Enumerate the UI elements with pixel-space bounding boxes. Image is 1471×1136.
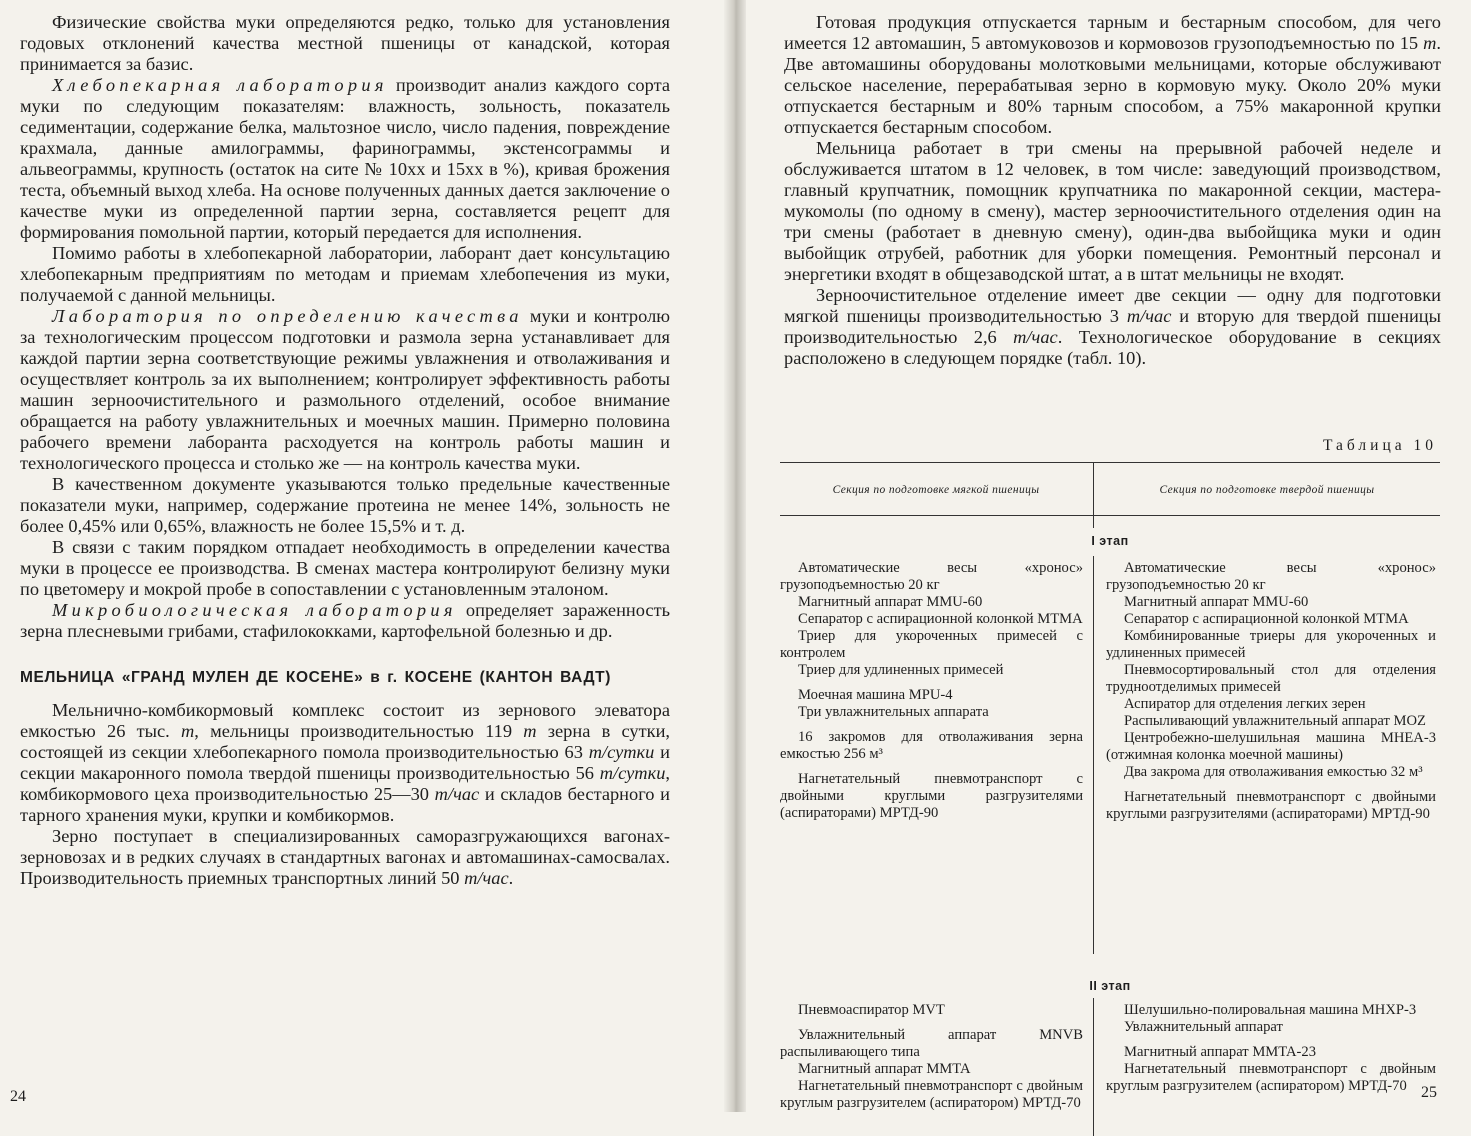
- equipment-item: Аспиратор для отделения легких зерен: [1124, 696, 1366, 712]
- equipment-item: Нагнетательный пневмотранспорт с двойным круглым разгрузителем (аспиратором) МРТД-70: [780, 1078, 1083, 1111]
- text-run: , мельницы производительностью 119: [194, 721, 524, 741]
- text-run: Готовая продукция отпускается тарным и бестарным способом, для чего имеется 12 автомашин, 5 автомуковозов и кормовозов грузоподъемностью по 15: [784, 12, 1441, 53]
- equipment-item: Нагнетательный пневмотранспорт с двойным круглым разгрузителем (аспиратором) МРТД-70: [1106, 1061, 1436, 1094]
- equipment-item: Триер для удлиненных примесей: [798, 662, 1004, 678]
- equipment-item: Нагнетательный пневмотранспорт с двойными круглыми разгрузителями (аспираторами) МРТД-90: [780, 771, 1083, 821]
- right-text-column: [784, 12, 1441, 369]
- text-run: Микробиологическая лаборатория: [52, 600, 457, 620]
- stage-1-left-cell: [780, 560, 1083, 822]
- table-header-right: Секция по подготовке твердой пшеницы: [1159, 484, 1375, 496]
- equipment-item: Магнитный аппарат MMTA-23: [1124, 1044, 1317, 1060]
- paragraph: [20, 700, 670, 826]
- equipment-item: [780, 1019, 1083, 1027]
- text-run: . Две автомашины оборудованы молотковыми мельницами, которые обслуживают сельское население, перерабатывая зерно в кормовую муку. Около 20% муки отпускается бестарным и 80% тарным способом, а 75% макаронной крупки отпускается бестарным способом.: [784, 33, 1441, 137]
- text-run: т/час: [1126, 306, 1172, 326]
- text-run: Лаборатория по определению качества: [52, 306, 523, 326]
- text-run: т/час: [1013, 327, 1058, 347]
- book-gutter: [724, 0, 746, 1112]
- text-run: и секции макаронного помола твердой пшеницы производительностью 56: [20, 742, 670, 783]
- table-body: [780, 516, 1440, 1136]
- text-run: т: [180, 721, 195, 741]
- paragraph: [20, 12, 670, 75]
- paragraph: [784, 138, 1441, 285]
- text-run: т: [1423, 33, 1437, 53]
- paragraph: [20, 306, 670, 474]
- text-run: т: [523, 721, 537, 741]
- equipment-item: Магнитный аппарат MMTA: [798, 1061, 971, 1077]
- text-run: В связи с таким порядком отпадает необходимость в определении качества муки в процессе ее производства. В сменах мастера контролируют белизну муки по цветомеру и мокрой пробе в сопоставлении с установленным эталоном.: [20, 537, 670, 599]
- equipment-item: Сепаратор с аспирационной колонкой MTMA: [1124, 611, 1409, 627]
- text-run: .: [508, 868, 514, 888]
- text-run: Хлебопекарная лаборатория: [52, 75, 388, 95]
- text-run: Мельнично-комбикормовый комплекс состоит из зернового элеватора емкостью 26 тыс.: [20, 700, 670, 741]
- stage-2-right-cell: [1106, 1002, 1436, 1095]
- equipment-item: [780, 721, 1083, 729]
- text-run: зерна в сутки, состоящей из секции хлебопекарного помола производительностью 63: [20, 721, 671, 762]
- paragraph: [20, 75, 670, 243]
- paragraph: [784, 285, 1441, 369]
- section-heading: МЕЛЬНИЦА «ГРАНД МУЛЕН ДЕ КОСЕНЕ» в г. КОСЕНЕ (КАНТОН ВАДТ): [20, 669, 611, 686]
- equipment-item: Нагнетательный пневмотранспорт с двойными круглыми разгрузителями (аспираторами) МРТД-90: [1106, 789, 1436, 822]
- text-run: т/сутки: [599, 763, 666, 783]
- equipment-item: Три увлажнительных аппарата: [798, 704, 989, 720]
- text-run: определяет зараженность зерна плесневыми грибами, стафилококками, картофельной болезнью и др.: [20, 600, 670, 641]
- equipment-item: Автоматические весы «хронос» грузоподъемностью 20 кг: [780, 560, 1083, 593]
- equipment-item: Сепаратор с аспирационной колонкой MTMA: [798, 611, 1083, 627]
- table-header-left: Секция по подготовке мягкой пшеницы: [832, 484, 1040, 496]
- paragraph: [20, 243, 670, 306]
- text-run: Мельница работает в три смены на прерывной рабочей неделе и обслуживается штатом в 12 человек, в том числе: заведующий производством, главный крупчатник, помощник крупчатника по макаронной секции, мастера-мукомолы (по одному в смену), мастер зерноочистительного отделения один на три смены (работает в дневную смену), один-два выбойщика муки и один выбойщик отрубей, работник для уборки помещения. Ремонтный персонал и энергетики входят в общезаводской штат, а в штат мельницы не входят.: [784, 138, 1441, 284]
- page-number-right: 25: [1421, 1084, 1437, 1101]
- equipment-item: Магнитный аппарат MMU-60: [798, 594, 983, 610]
- text-run: т/сутки: [588, 742, 655, 762]
- equipment-item: Триер для укороченных примесей с контролем: [780, 628, 1083, 661]
- paragraph: [20, 537, 670, 600]
- text-run: муки и контролю за технологическим процессом подготовки и размола зерна устанавливает для каждой партии зерна соответствующие режимы увлажнения и отволаживания и осуществляет контроль за их выполнением; контролирует эффективность работы машин зерноочистительного и размольного отделений, особое внимание обращается на работу увлажнительных и моечных машин. Примерно половина рабочего времени лаборанта расходуется на контроль работы машин и технологического процесса и столько же — на контроль качества муки.: [20, 306, 670, 473]
- paragraph: [20, 474, 670, 537]
- left-text-column: [20, 12, 670, 889]
- equipment-item: Автоматические весы «хронос» грузоподъемностью 20 кг: [1106, 560, 1436, 593]
- table-caption: Таблица 10: [1322, 437, 1437, 454]
- equipment-item: [780, 763, 1083, 771]
- text-run: и складов бестарного и тарного хранения муки, крупки и комбикормов.: [20, 784, 670, 825]
- equipment-item: Увлажнительный аппарат MNVB распыливающего типа: [780, 1027, 1083, 1060]
- equipment-item: [780, 679, 1083, 687]
- equipment-item: Пневмоаспиратор MVT: [798, 1002, 945, 1018]
- equipment-item: Распыливающий увлажнительный аппарат MOZ: [1124, 713, 1426, 729]
- stage-1-right-cell: [1106, 560, 1436, 823]
- paragraph: [20, 600, 670, 642]
- text-run: Физические свойства муки определяются редко, только для установления годовых отклонений качества местной пшеницы от канадской, которая принимается за базис.: [20, 12, 670, 74]
- equipment-item: Шелушильно-полировальная машина MHXP-3: [1124, 1002, 1417, 1018]
- right-paragraphs: [784, 12, 1441, 369]
- paragraph: [784, 12, 1441, 138]
- text-run: Зерно поступает в специализированных саморазгружающихся вагонах-зерновозах и в редких случаях в стандартных вагонах и автомашинах-самосвалах. Производительность приемных транспортных линий 50: [20, 826, 670, 888]
- text-run: т/час: [434, 784, 480, 804]
- paragraph: [20, 826, 670, 889]
- equipment-item: 16 закромов для отволаживания зерна емкостью 256 м³: [780, 729, 1083, 762]
- text-run: Помимо работы в хлебопекарной лаборатории, лаборант дает консультацию хлебопекарным предприятиям по методам и приемам хлебопечения из муки, получаемой с данной мельницы.: [20, 243, 670, 305]
- stage-2-left-cell: [780, 1002, 1083, 1112]
- equipment-item: Пневмосортировальный стол для отделения трудноотделимых примесей: [1106, 662, 1436, 695]
- left-paragraphs-after: [20, 700, 670, 889]
- equipment-item: [1106, 1036, 1436, 1044]
- equipment-item: Магнитный аппарат MMU-60: [1124, 594, 1309, 610]
- left-page: [0, 0, 724, 1112]
- equipment-item: Два закрома для отволаживания емкостью 32 м³: [1124, 764, 1423, 780]
- equipment-item: Комбинированные триеры для укороченных и удлиненных примесей: [1106, 628, 1436, 661]
- text-run: В качественном документе указываются только предельные качественные показатели муки, например, содержание протеина не менее 14%, зольность не более 0,45% или 0,65%, влажность не более 15,5% и т. д.: [20, 474, 670, 536]
- equipment-item: [1106, 781, 1436, 789]
- table-header: [780, 463, 1440, 515]
- text-run: т/час: [464, 868, 509, 888]
- equipment-table: [780, 462, 1440, 1136]
- stage-2-label: II этап: [1089, 979, 1131, 993]
- text-run: производит анализ каждого сорта муки по следующим показателям: влажность, зольность, показатель седиментации, содержание белка, мальтозное число, число падения, повреждение крахмала, данные амилограммы, фаринограммы, экстенсограммы и альвеограммы, крупность (остаток на сите № 10хх и 15хх в %), кривая брожения теста, объемный выход хлеба. На основе полученных данных дается заключение о качестве муки из определенной партии зерна, составляется рецепт для формирования помольной партии, который передается для исполнения.: [20, 75, 670, 242]
- right-page: [746, 0, 1471, 1112]
- text-run: . Технологическое оборудование в секциях расположено в следующем порядке (табл. 10).: [784, 327, 1441, 368]
- text-run: Зерноочистительное отделение имеет две секции — одну для подготовки мягкой пшеницы производительностью 3: [784, 285, 1441, 326]
- equipment-item: Увлажнительный аппарат: [1124, 1019, 1283, 1035]
- equipment-item: Моечная машина MPU-4: [798, 687, 953, 703]
- text-run: и вторую для твердой пшеницы производительностью 2,6: [784, 306, 1441, 347]
- text-run: , комбикормового цеха производительностью 25—30: [20, 763, 670, 804]
- equipment-item: Центробежно-шелушильная машина MHEA-3 (отжимная колонка моечной машины): [1106, 730, 1436, 763]
- stage-1-label: I этап: [1091, 534, 1129, 548]
- page-number-left: 24: [10, 1088, 26, 1105]
- left-paragraphs: [20, 12, 670, 642]
